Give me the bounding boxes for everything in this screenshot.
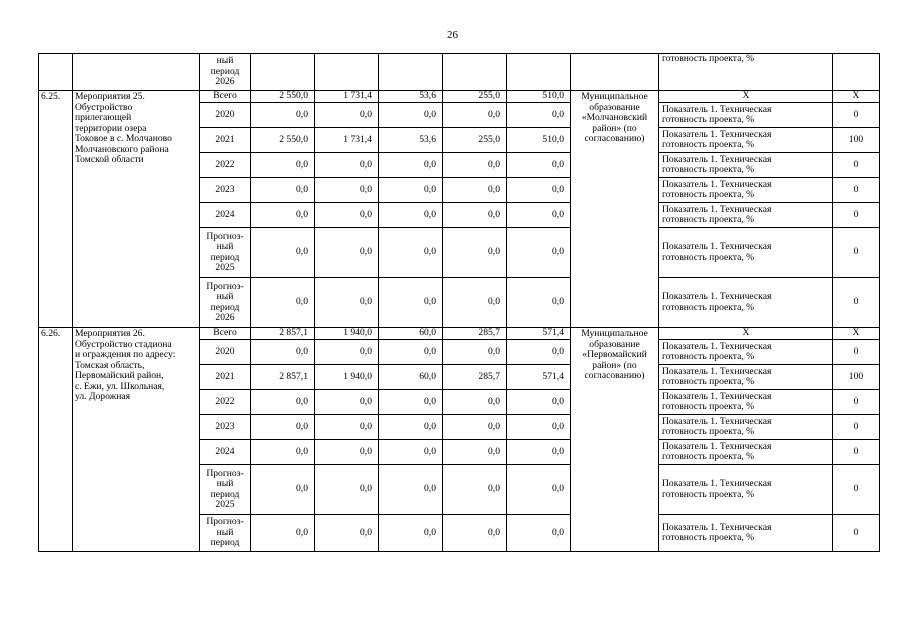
period-cell: Всего bbox=[200, 328, 251, 340]
amount-cell: 255,0 bbox=[443, 128, 507, 153]
indicator-cell: Показатель 1. Техническая готовность проекта, % bbox=[659, 440, 833, 465]
period-cell: Прогноз- ный период 2026 bbox=[200, 278, 251, 328]
amount-cell: 0,0 bbox=[507, 153, 571, 178]
period-cell: 2022 bbox=[200, 390, 251, 415]
amount-cell: 0,0 bbox=[251, 340, 315, 365]
amount-cell: 0,0 bbox=[379, 228, 443, 278]
amount-cell: 0,0 bbox=[251, 465, 315, 515]
amount-cell: 0,0 bbox=[315, 228, 379, 278]
amount-cell bbox=[443, 54, 507, 91]
amount-cell: 0,0 bbox=[507, 515, 571, 552]
amount-cell: 0,0 bbox=[443, 415, 507, 440]
target-value-cell bbox=[833, 54, 880, 91]
period-cell: 2022 bbox=[200, 153, 251, 178]
indicator-cell: Показатель 1. Техническая готовность проекта, % bbox=[659, 103, 833, 128]
target-value-cell: 0 bbox=[833, 390, 880, 415]
indicator-cell: Показатель 1. Техническая готовность проекта, % bbox=[659, 465, 833, 515]
measure-name-cell: Мероприятия 26. Обустройство стадиона и ограждения по адресу: Томская область, Первомайский район, с. Ежи, ул. Школьная, ул. Дорожная bbox=[73, 328, 200, 552]
period-cell: 2020 bbox=[200, 340, 251, 365]
amount-cell: 0,0 bbox=[315, 515, 379, 552]
amount-cell: 510,0 bbox=[507, 91, 571, 103]
executor-cell: Муниципальное образование «Первомайский район» (по согласованию) bbox=[571, 328, 659, 552]
amount-cell: 0,0 bbox=[443, 440, 507, 465]
amount-cell: 0,0 bbox=[507, 390, 571, 415]
table-row bbox=[39, 54, 880, 91]
target-value-cell: 0 bbox=[833, 415, 880, 440]
amount-cell: 0,0 bbox=[251, 178, 315, 203]
indicator-cell: Показатель 1. Техническая готовность проекта, % bbox=[659, 365, 833, 390]
period-cell: 2021 bbox=[200, 128, 251, 153]
amount-cell: 53,6 bbox=[379, 128, 443, 153]
period-cell: 2020 bbox=[200, 103, 251, 128]
indicator-cell: Показатель 1. Техническая готовность проекта, % bbox=[659, 203, 833, 228]
amount-cell: 255,0 bbox=[443, 91, 507, 103]
indicator-cell: X bbox=[659, 328, 833, 340]
amount-cell: 0,0 bbox=[379, 278, 443, 328]
amount-cell: 0,0 bbox=[379, 415, 443, 440]
amount-cell: 571,4 bbox=[507, 328, 571, 340]
indicator-cell: Показатель 1. Техническая готовность проекта, % bbox=[659, 128, 833, 153]
amount-cell: 0,0 bbox=[379, 153, 443, 178]
period-cell: Всего bbox=[200, 91, 251, 103]
amount-cell: 0,0 bbox=[443, 228, 507, 278]
amount-cell: 0,0 bbox=[379, 340, 443, 365]
amount-cell: 0,0 bbox=[315, 278, 379, 328]
target-value-cell: 0 bbox=[833, 340, 880, 365]
amount-cell: 1 940,0 bbox=[315, 328, 379, 340]
target-value-cell: 0 bbox=[833, 228, 880, 278]
amount-cell: 0,0 bbox=[315, 103, 379, 128]
indicator-cell: Показатель 1. Техническая готовность проекта, % bbox=[659, 340, 833, 365]
target-value-cell: 100 bbox=[833, 365, 880, 390]
amount-cell: 0,0 bbox=[507, 203, 571, 228]
period-cell: 2021 bbox=[200, 365, 251, 390]
target-value-cell: 100 bbox=[833, 128, 880, 153]
amount-cell: 0,0 bbox=[379, 440, 443, 465]
amount-cell: 0,0 bbox=[443, 103, 507, 128]
indicator-cell: Показатель 1. Техническая готовность проекта, % bbox=[659, 515, 833, 552]
indicator-cell: Показатель 1. Техническая готовность проекта, % bbox=[659, 178, 833, 203]
amount-cell: 0,0 bbox=[315, 440, 379, 465]
amount-cell: 0,0 bbox=[315, 390, 379, 415]
amount-cell: 0,0 bbox=[443, 178, 507, 203]
amount-cell: 0,0 bbox=[443, 153, 507, 178]
period-cell: 2023 bbox=[200, 178, 251, 203]
amount-cell: 0,0 bbox=[507, 465, 571, 515]
period-cell: ный период 2026 bbox=[200, 54, 251, 91]
indicator-cell: Показатель 1. Техническая готовность проекта, % bbox=[659, 415, 833, 440]
amount-cell: 2 550,0 bbox=[251, 91, 315, 103]
amount-cell bbox=[379, 54, 443, 91]
amount-cell: 0,0 bbox=[443, 515, 507, 552]
amount-cell: 0,0 bbox=[251, 390, 315, 415]
amount-cell: 0,0 bbox=[507, 228, 571, 278]
amount-cell: 0,0 bbox=[443, 278, 507, 328]
amount-cell: 571,4 bbox=[507, 365, 571, 390]
amount-cell: 0,0 bbox=[379, 103, 443, 128]
amount-cell: 0,0 bbox=[251, 203, 315, 228]
table-row bbox=[39, 328, 880, 340]
indicator-cell: Показатель 1. Техническая готовность проекта, % bbox=[659, 390, 833, 415]
amount-cell: 0,0 bbox=[379, 203, 443, 228]
amount-cell bbox=[315, 54, 379, 91]
amount-cell: 285,7 bbox=[443, 365, 507, 390]
amount-cell: 0,0 bbox=[443, 390, 507, 415]
amount-cell: 60,0 bbox=[379, 365, 443, 390]
amount-cell: 0,0 bbox=[251, 103, 315, 128]
amount-cell: 0,0 bbox=[507, 278, 571, 328]
amount-cell: 1 731,4 bbox=[315, 128, 379, 153]
amount-cell: 53,6 bbox=[379, 91, 443, 103]
period-cell: 2024 bbox=[200, 203, 251, 228]
amount-cell: 0,0 bbox=[379, 465, 443, 515]
amount-cell: 0,0 bbox=[379, 390, 443, 415]
amount-cell: 0,0 bbox=[251, 415, 315, 440]
amount-cell: 0,0 bbox=[507, 340, 571, 365]
amount-cell: 2 550,0 bbox=[251, 128, 315, 153]
period-cell: 2024 bbox=[200, 440, 251, 465]
amount-cell: 2 857,1 bbox=[251, 365, 315, 390]
amount-cell: 0,0 bbox=[379, 178, 443, 203]
period-cell: 2023 bbox=[200, 415, 251, 440]
amount-cell: 0,0 bbox=[251, 278, 315, 328]
amount-cell: 1 940,0 bbox=[315, 365, 379, 390]
amount-cell: 0,0 bbox=[443, 203, 507, 228]
target-value-cell: X bbox=[833, 91, 880, 103]
measure-name-cell bbox=[73, 54, 200, 91]
target-value-cell: 0 bbox=[833, 440, 880, 465]
amount-cell: 0,0 bbox=[315, 415, 379, 440]
program-table bbox=[38, 53, 880, 552]
target-value-cell: 0 bbox=[833, 278, 880, 328]
amount-cell: 0,0 bbox=[315, 153, 379, 178]
target-value-cell: 0 bbox=[833, 465, 880, 515]
amount-cell: 0,0 bbox=[315, 465, 379, 515]
amount-cell: 0,0 bbox=[315, 340, 379, 365]
target-value-cell: 0 bbox=[833, 203, 880, 228]
period-cell: Прогноз- ный период 2025 bbox=[200, 465, 251, 515]
amount-cell: 285,7 bbox=[443, 328, 507, 340]
page-number: 26 bbox=[447, 29, 458, 41]
amount-cell: 0,0 bbox=[507, 415, 571, 440]
amount-cell: 0,0 bbox=[507, 178, 571, 203]
period-cell: Прогноз- ный период 2025 bbox=[200, 228, 251, 278]
target-value-cell: 0 bbox=[833, 178, 880, 203]
table-row bbox=[39, 91, 880, 103]
amount-cell: 0,0 bbox=[507, 103, 571, 128]
target-value-cell: 0 bbox=[833, 153, 880, 178]
indicator-cell: X bbox=[659, 91, 833, 103]
amount-cell: 0,0 bbox=[443, 465, 507, 515]
indicator-cell: Показатель 1. Техническая готовность проекта, % bbox=[659, 153, 833, 178]
row-number-cell: 6.26. bbox=[39, 328, 73, 552]
period-cell: Прогноз- ный период bbox=[200, 515, 251, 552]
amount-cell: 0,0 bbox=[507, 440, 571, 465]
target-value-cell: 0 bbox=[833, 103, 880, 128]
amount-cell: 0,0 bbox=[251, 228, 315, 278]
executor-cell: Муниципальное образование «Молчановский район» (по согласованию) bbox=[571, 91, 659, 328]
amount-cell: 510,0 bbox=[507, 128, 571, 153]
target-value-cell: 0 bbox=[833, 515, 880, 552]
amount-cell: 0,0 bbox=[443, 340, 507, 365]
indicator-cell: готовность проекта, % bbox=[659, 54, 833, 91]
amount-cell: 0,0 bbox=[315, 178, 379, 203]
amount-cell: 0,0 bbox=[251, 515, 315, 552]
row-number-cell bbox=[39, 54, 73, 91]
amount-cell: 60,0 bbox=[379, 328, 443, 340]
measure-name-cell: Мероприятия 25. Обустройство прилегающей территории озера Токовое в с. Молчаново Молчановского района Томской области bbox=[73, 91, 200, 328]
amount-cell bbox=[507, 54, 571, 91]
target-value-cell: X bbox=[833, 328, 880, 340]
amount-cell: 0,0 bbox=[315, 203, 379, 228]
amount-cell bbox=[251, 54, 315, 91]
amount-cell: 1 731,4 bbox=[315, 91, 379, 103]
amount-cell: 0,0 bbox=[379, 515, 443, 552]
indicator-cell: Показатель 1. Техническая готовность проекта, % bbox=[659, 228, 833, 278]
amount-cell: 0,0 bbox=[251, 153, 315, 178]
executor-cell bbox=[571, 54, 659, 91]
amount-cell: 0,0 bbox=[251, 440, 315, 465]
indicator-cell: Показатель 1. Техническая готовность проекта, % bbox=[659, 278, 833, 328]
row-number-cell: 6.25. bbox=[39, 91, 73, 328]
amount-cell: 2 857,1 bbox=[251, 328, 315, 340]
